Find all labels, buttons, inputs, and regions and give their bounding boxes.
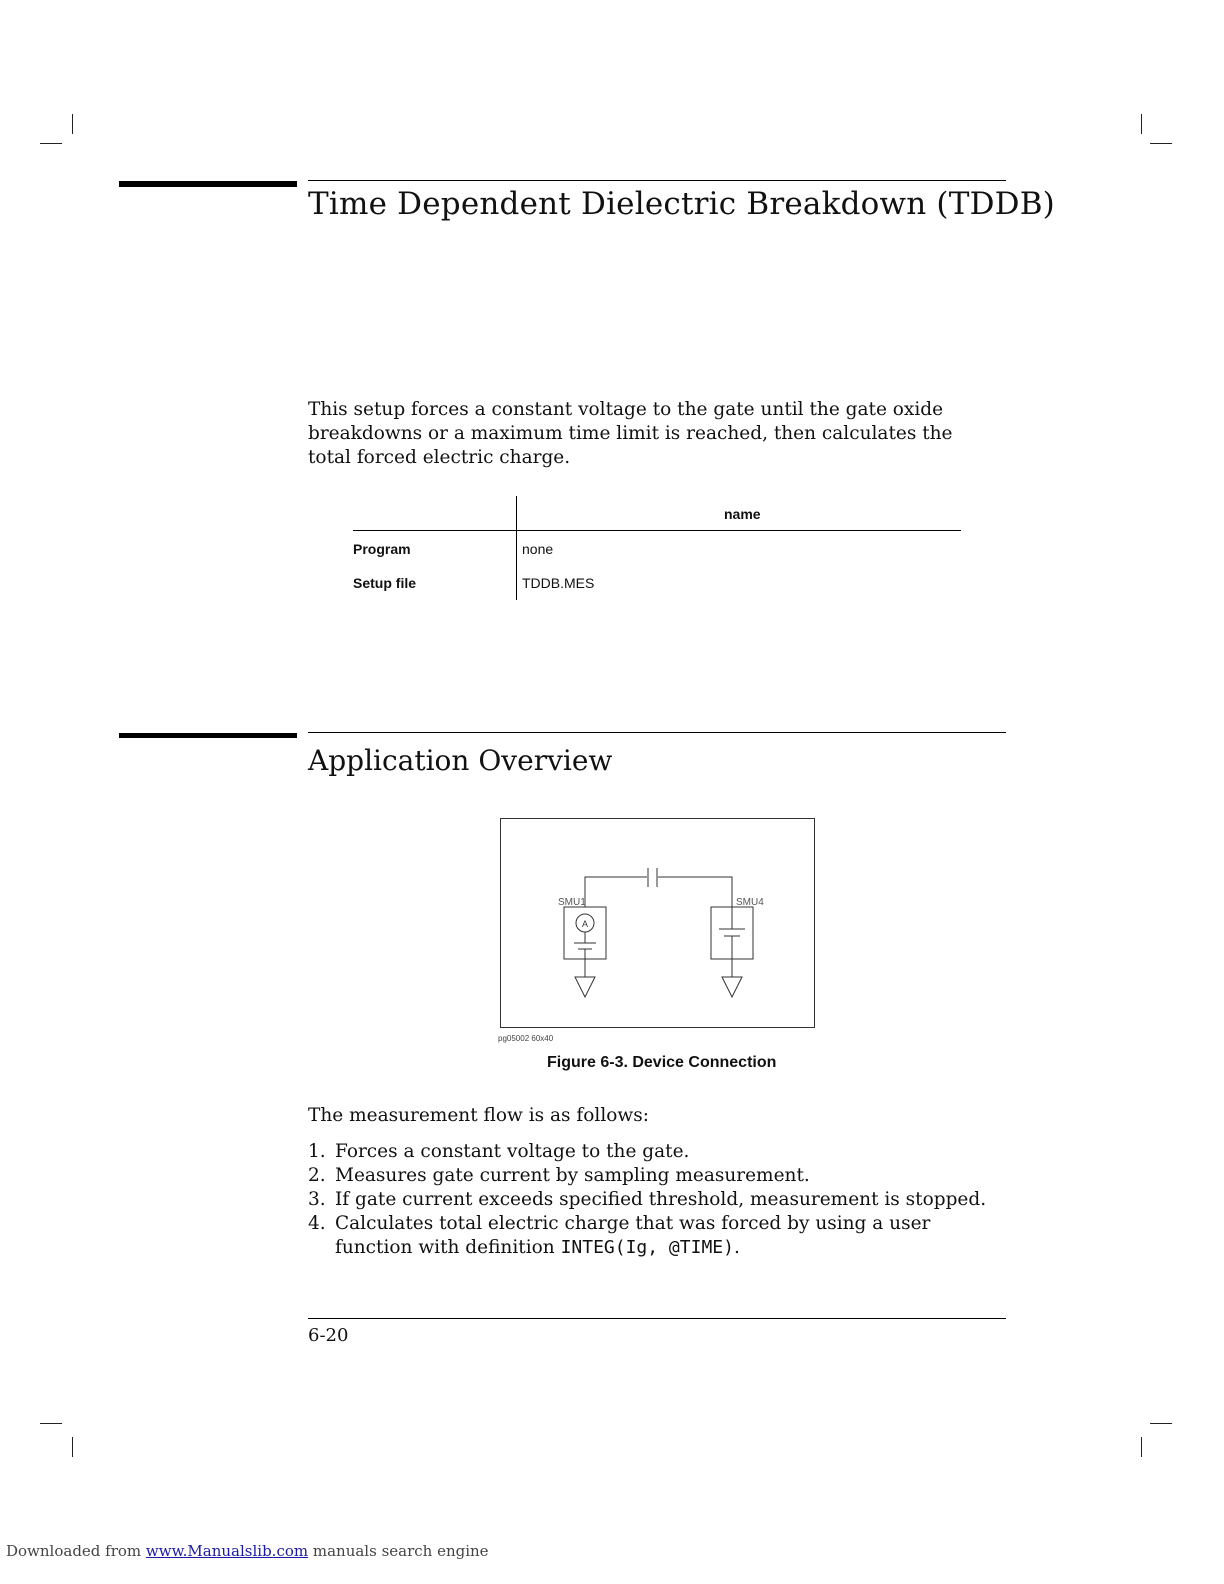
figure-caption: Figure 6-3. Device Connection	[547, 1054, 777, 1071]
figure-id: pg05002 60x40	[498, 1034, 554, 1043]
crop-mark	[40, 143, 62, 144]
wire	[585, 877, 647, 907]
step-text: If gate current exceeds specified threshold, measurement is stopped.	[335, 1189, 987, 1210]
circuit-diagram	[501, 819, 816, 1029]
section-heading: Application Overview	[308, 744, 613, 777]
footer-prefix: Downloaded from	[6, 1542, 146, 1560]
ground-icon	[575, 977, 595, 997]
page-number: 6-20	[308, 1325, 349, 1346]
crop-mark	[72, 1437, 73, 1457]
footer-suffix: manuals search engine	[308, 1542, 489, 1560]
ammeter-symbol: A	[582, 919, 589, 929]
flow-intro: The measurement flow is as follows:	[308, 1105, 649, 1126]
step-text: Measures gate current by sampling measurement.	[335, 1165, 810, 1186]
intro-paragraph: This setup forces a constant voltage to the gate until the gate oxide breakdowns or a maximum time limit is reached, then calculates the total forced electric charge.	[308, 399, 953, 468]
ground-icon	[722, 977, 742, 997]
table-row-value: TDDB.MES	[522, 575, 595, 591]
crop-mark	[72, 114, 73, 134]
step-number: 1.	[308, 1141, 326, 1162]
step-text-end: .	[733, 1237, 740, 1258]
section-rule-thick	[119, 733, 297, 738]
table-row-label: Program	[353, 541, 411, 557]
crop-mark	[1141, 114, 1142, 134]
list-item	[308, 1164, 998, 1188]
step-number: 4.	[308, 1213, 326, 1234]
crop-mark	[1150, 1423, 1172, 1424]
section-rule-thin	[308, 732, 1006, 733]
list-item	[308, 1188, 998, 1212]
table-row-label: Setup file	[353, 575, 417, 591]
page-title: Time Dependent Dielectric Breakdown (TDDB)	[308, 186, 1055, 222]
step-number: 2.	[308, 1165, 326, 1186]
code-snippet: INTEG(Ig, @TIME)	[560, 1237, 734, 1258]
section-rule-thick	[119, 181, 297, 187]
table-row-value: none	[522, 541, 554, 557]
footer-rule	[308, 1318, 1006, 1319]
crop-mark	[40, 1423, 62, 1424]
crop-mark	[1141, 1437, 1142, 1457]
list-item	[308, 1212, 998, 1260]
smu4-label: SMU4	[736, 897, 764, 908]
download-footer	[6, 1542, 489, 1560]
step-text: Forces a constant voltage to the gate.	[335, 1141, 690, 1162]
manualslib-link[interactable]: www.Manualslib.com	[145, 1542, 309, 1560]
device-connection-figure	[500, 818, 815, 1028]
smu1-label: SMU1	[558, 897, 586, 908]
wire	[658, 877, 732, 907]
table-header-name: name	[724, 506, 761, 522]
step-text: Calculates total electric charge that was forced by using a user function with definition	[335, 1213, 931, 1258]
crop-mark	[1150, 143, 1172, 144]
section-rule-thin	[308, 180, 1006, 181]
step-number: 3.	[308, 1189, 326, 1210]
table-header-rule	[353, 530, 961, 531]
list-item	[308, 1140, 998, 1164]
table-vertical-rule	[516, 496, 517, 600]
flow-steps	[308, 1140, 998, 1260]
